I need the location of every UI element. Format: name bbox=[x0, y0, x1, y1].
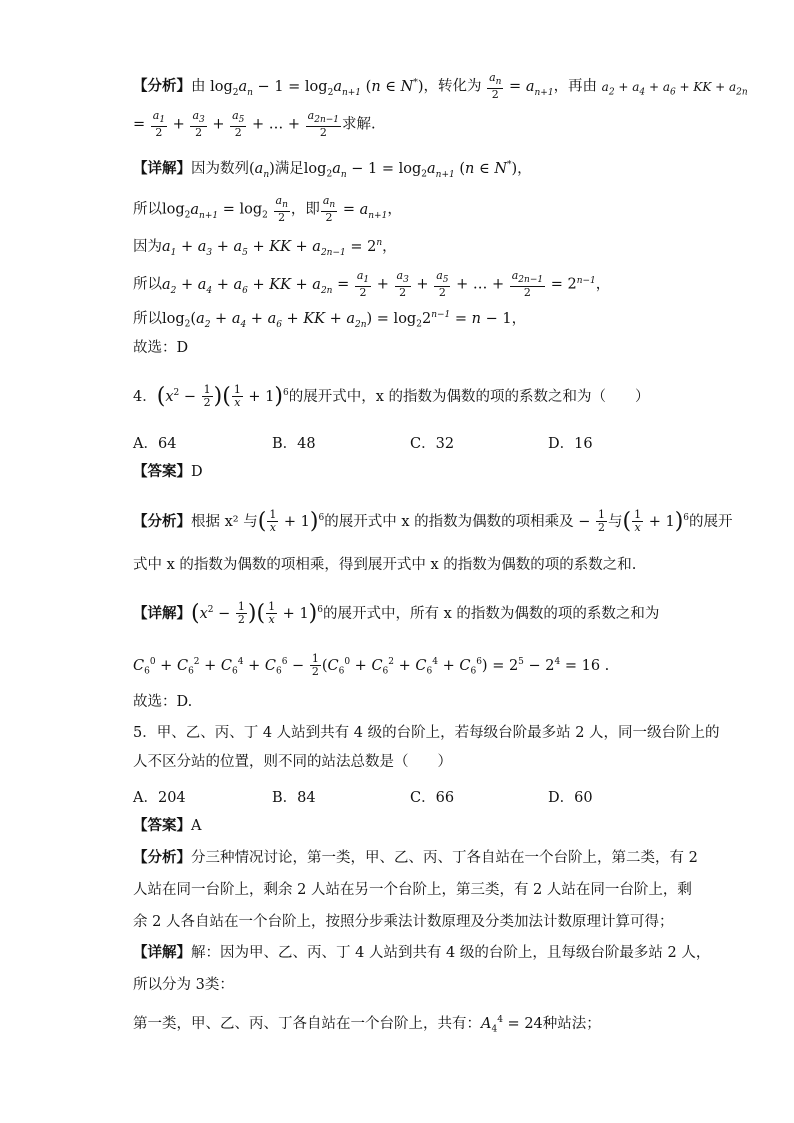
q4-option-c: C．32 bbox=[410, 436, 455, 452]
q3-text: 所以 bbox=[133, 201, 162, 218]
q3-analysis-text: ，转化为 bbox=[423, 78, 482, 95]
q5-analysis-text: 分三种情况讨论，第一类，甲、乙、丙、丁各自站在一个台阶上，第二类，有 2 bbox=[191, 850, 698, 866]
q4-answer bbox=[133, 462, 203, 482]
q3-analysis-line2: = $\frac{a_1}{2}$ + $\frac{a_3}{2}$ + $\frac{a_5}{2}$ + … + $\frac{a_{2n-1}}{2}$ 求解. bbox=[133, 109, 376, 140]
q3-analysis-tag: 【分析】 bbox=[133, 77, 191, 95]
q3-text: 因为 bbox=[133, 238, 162, 255]
q5-answer-value: A bbox=[191, 818, 202, 834]
q5-analysis-tag: 【分析】 bbox=[133, 849, 191, 866]
q4-analysis-text: 与 bbox=[608, 513, 623, 530]
q4-answer-line: 故选：D. bbox=[133, 694, 193, 710]
q5-detail-text: 解：因为甲、乙、丙、丁 4 人站到共有 4 级的台阶上，且每级台阶最多站 2 人， bbox=[191, 945, 711, 961]
q5-stem-line2: 人不区分站的位置，则不同的站法总数是（ ） bbox=[133, 754, 452, 770]
q5-option-c: C．66 bbox=[410, 790, 455, 806]
q5-stem-line1: 5．甲、乙、丙、丁 4 人站到共有 4 级的台阶上，若每级台阶最多站 2 人，同一级台阶上的 bbox=[133, 725, 720, 741]
q5-analysis-line3: 余 2 人各自站在一个台阶上，按照分步乘法计数原理及分类加法计数原理计算可得； bbox=[133, 914, 674, 930]
q3-text: 所以 bbox=[133, 310, 162, 327]
q3-detail-text: 满足 bbox=[274, 160, 304, 177]
q4-analysis-line2: 式中 x 的指数为偶数的项相乘，得到展开式中 x 的指数为偶数的项的系数之和. bbox=[133, 557, 637, 573]
fraction: $\frac{a_n}{2}$ bbox=[489, 71, 502, 102]
q4-detail-text: 的展开式中，所有 x 的指数为偶数的项的系数之和为 bbox=[323, 605, 660, 622]
q5-analysis-line2: 人站在同一台阶上，剩余 2 人站在另一个台阶上，第三类，有 2 人站在同一台阶上，剩 bbox=[133, 882, 692, 898]
q3-detail-line5: 所以$\log_2(a_2 + a_4 + a_6$ + KK + $a_{2n}) = \log_22^{n-1} = n - 1$， bbox=[133, 310, 527, 330]
q4-analysis-text: 根据 x² 与 bbox=[191, 513, 258, 530]
q4-detail-tag: 【详解】 bbox=[133, 604, 191, 622]
q5-detail-line2: 所以分为 3类： bbox=[133, 977, 234, 993]
q4-analysis-line1: 【分析】根据 x² 与( $\frac{1}{x}$ + 1)$^6$的展开式中 x 的指数为偶数的项相乘及 − $\frac{1}{2}$ 与( $\frac{1}{x}$ + 1)$^6$的展开 bbox=[133, 508, 733, 535]
q3-detail-line4: 所以$a_2 + a_4 + a_6$ + KK + $a_{2n}$ = $\frac{a_1}{2}$ + $\frac{a_3}{2}$ + $\frac{a_5}{2}$ + … + $\frac{a_{2n-1}}{2}$ = $2^{n-1}$， bbox=[133, 269, 611, 300]
q5-detail-line1 bbox=[133, 943, 710, 963]
q5-option-a: A．204 bbox=[133, 790, 186, 806]
q3-answer-line: 故选：D bbox=[133, 340, 189, 356]
q4-detail-line1: 【详解】($x^2$ − $\frac{1}{2}$ )( $\frac{1}{x}$ + 1)$^6$的展开式中，所有 x 的指数为偶数的项的系数之和为 bbox=[133, 600, 660, 627]
q5-option-b: B．84 bbox=[272, 790, 316, 806]
q4-option-d: D．16 bbox=[548, 436, 593, 452]
q4-detail-formula: $C_6^0 + C_6^2 + C_6^4 + C_6^6$ − $\frac{1}{2}$ $(C_6^0 + C_6^2 + C_6^4 + C_6^6) = 2^5 - 2^4 = 16$ . bbox=[133, 652, 610, 679]
q4-answer-tag: 【答案】 bbox=[133, 463, 191, 480]
q5-detail-line3: 第一类，甲、乙、丙、丁各自站在一个台阶上，共有：$A_4^4 = 24$种站法； bbox=[133, 1015, 601, 1035]
q4-analysis-text: 的展开 bbox=[689, 513, 733, 530]
q3-text: 所以 bbox=[133, 276, 162, 293]
formula: $\log_2a_n - 1 = \log_2a_{n+1}$ (n ∈ N*) bbox=[210, 77, 424, 98]
q4-option-a: A．64 bbox=[133, 436, 177, 452]
q3-analysis-text: 由 bbox=[191, 78, 206, 95]
q5-detail-tag: 【详解】 bbox=[133, 944, 191, 961]
q4-analysis-text: 的展开式中 x 的指数为偶数的项相乘及 bbox=[324, 513, 574, 530]
q5-analysis-line1 bbox=[133, 848, 698, 868]
q4-analysis-tag: 【分析】 bbox=[133, 512, 191, 530]
q3-detail-tag: 【详解】 bbox=[133, 159, 191, 177]
q4-stem: 4．($x^2$ − $\frac{1}{2}$ )( $\frac{1}{x}$ + 1)$^6$的展开式中，x 的指数为偶数的项的系数之和为（ ） bbox=[133, 383, 650, 410]
q5-answer bbox=[133, 816, 201, 836]
q3-detail-text: 因为数列 bbox=[191, 160, 249, 177]
q3-detail-line1: 【详解】因为数列$(a_n)$满足$\log_2a_n - 1 = \log_2a_{n+1}$ (n ∈ N*)， bbox=[133, 159, 532, 180]
q5-detail-text: 种站法； bbox=[542, 1015, 601, 1032]
q5-answer-tag: 【答案】 bbox=[133, 817, 191, 834]
q3-analysis-text: ，再由 bbox=[553, 78, 598, 95]
q3-detail-line3: 因为$a_1 + a_3 + a_5$ + KK + $a_{2n-1} = 2^n$， bbox=[133, 238, 397, 258]
q3-analysis-text: 求解. bbox=[342, 116, 376, 133]
q3-analysis-line1: 【分析】由 $\log_2a_n - 1 = \log_2a_{n+1}$ (n ∈ N*)，转化为 $\frac{a_n}{2}$ = $a_{n+1}$，再由 $a_2 + a_4 + a_6$ + KK + $a_{2n}$ bbox=[133, 71, 748, 102]
q4-answer-value: D bbox=[191, 464, 203, 480]
q5-detail-text: 第一类，甲、乙、丙、丁各自站在一个台阶上，共有： bbox=[133, 1015, 481, 1032]
q3-text: ，即 bbox=[290, 201, 320, 218]
q3-detail-line2: 所以$\log_2a_{n+1} = \log_2$ $\frac{a_n}{2}$ ，即 $\frac{a_n}{2}$ = $a_{n+1}$， bbox=[133, 194, 402, 225]
q4-stem-text: 的展开式中，x 的指数为偶数的项的系数之和为（ ） bbox=[288, 388, 650, 405]
q4-number: 4． bbox=[133, 388, 157, 405]
q5-option-d: D．60 bbox=[548, 790, 593, 806]
q4-option-b: B．48 bbox=[272, 436, 316, 452]
